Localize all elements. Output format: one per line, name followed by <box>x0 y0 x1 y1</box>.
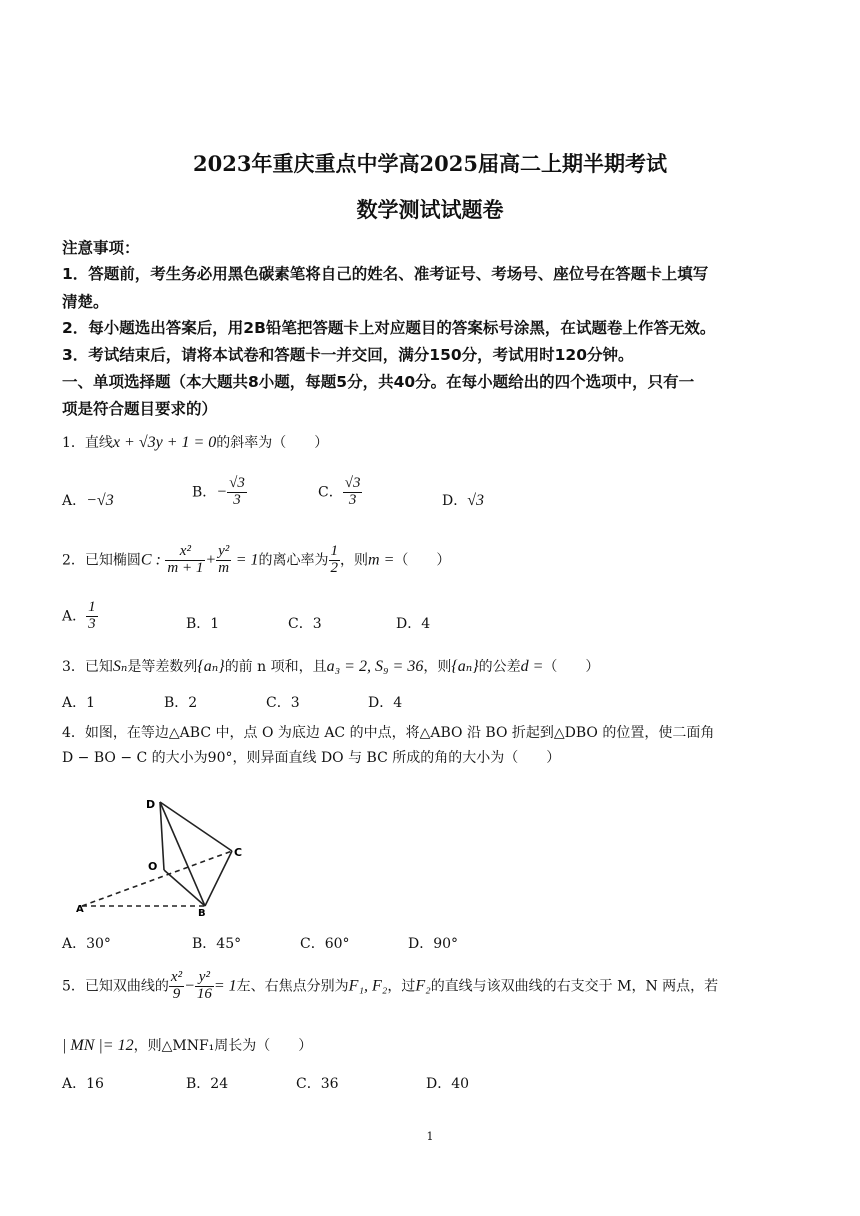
q2-blank: （ ） <box>394 552 451 569</box>
fraction: $\frac{1}{3}$ <box>88 599 96 632</box>
q3-option-b: B．2 <box>164 695 198 711</box>
q2-equals: = 1 <box>235 551 259 569</box>
note-3: 3．考试结束后，请将本试卷和答题卡一并交回，满分150分，考试用时120分钟。 <box>62 346 634 364</box>
q3-text: 3．已知 <box>62 659 113 675</box>
q4-option-c: C．60° <box>300 936 350 952</box>
fraction: $\frac{√3}{3}$ <box>344 475 361 508</box>
q5-text: ，则△MNF₁周长为（ ） <box>133 1038 313 1054</box>
q5-minus: − <box>184 977 195 995</box>
q2-mid: 的离心率为 <box>258 552 329 569</box>
q4-option-d: D．90° <box>408 936 459 952</box>
option-label: D． <box>442 493 468 509</box>
q3-d: d = <box>520 658 544 675</box>
q2-prefix: 2．已知椭圆 <box>62 552 141 569</box>
q5-text: 5．已知双曲线的 <box>62 978 169 995</box>
q2-m-eq: m = <box>368 551 395 569</box>
q1-option-b: B．− $\frac{√3}{3}$ <box>192 475 245 508</box>
q5-option-c: C．36 <box>296 1076 339 1092</box>
q4-option-b: B．45° <box>192 936 242 952</box>
q3-text: 的公差 <box>478 659 521 675</box>
q3-text: 的前 n 项和，且 <box>224 659 327 675</box>
q2-option-a <box>62 600 98 633</box>
q1-option-a <box>62 490 114 510</box>
q5-foci: F₁, F₂ <box>348 977 388 995</box>
label-d: D <box>146 798 156 811</box>
notes-heading: 注意事项： <box>62 239 140 257</box>
label-o: O <box>148 860 158 873</box>
question-4-line-2: D − BO − C 的大小为90°，则异面直线 DO 与 BC 所成的角的大小为（ ） <box>62 750 561 766</box>
page-title: 2023年重庆重点中学高2025届高二上期半期考试 <box>193 151 667 176</box>
tetrahedron-figure <box>70 790 260 918</box>
q1-expression: x + √3y + 1 = 0 <box>112 434 217 451</box>
q5-mn-expression: | MN |= 12 <box>62 1037 134 1054</box>
q1-option-c <box>318 476 362 509</box>
question-1 <box>62 432 328 452</box>
option-label: A． <box>62 608 87 625</box>
q5-equals: = 1 <box>213 977 237 995</box>
section-heading-line-1: 一、单项选择题（本大题共8小题，每题5分，共40分。在每小题给出的四个选项中，只有一 <box>62 373 695 391</box>
q5-f2: F₂ <box>415 977 431 995</box>
option-label: A． <box>62 493 87 509</box>
option-label: C． <box>318 484 343 501</box>
note-1-line-2: 清楚。 <box>62 293 109 311</box>
q2-tail: ，则 <box>340 552 369 569</box>
q3-option-d: D．4 <box>368 695 403 711</box>
q3-sn: Sₙ <box>112 658 128 675</box>
q3-option-a: A．1 <box>62 695 96 711</box>
q2-option-c: C．3 <box>288 616 322 632</box>
q2-option-b: B．1 <box>186 616 220 632</box>
q5-text: 左、右焦点分别为 <box>236 978 349 995</box>
q1-prefix: 1．直线 <box>62 435 113 451</box>
page-subtitle: 数学测试试题卷 <box>356 197 504 222</box>
q3-text: 是等差数列 <box>127 659 198 675</box>
question-5-line-1 <box>62 970 718 1003</box>
fraction: $\frac{\text{x²}}{9}$ <box>170 969 183 1002</box>
note-2: 2．每小题选出答案后，用2B铅笔把答题卡上对应题目的答案标号涂黑，在试题卷上作答无效。 <box>62 319 716 337</box>
fraction: $\frac{\text{y²}}{16}$ <box>196 969 212 1002</box>
q3-text: ，则 <box>423 659 452 675</box>
q5-text: ，过 <box>387 978 416 995</box>
q2-c-label: C : <box>140 551 161 569</box>
fraction: $\frac{√3}{3}$ <box>229 475 245 508</box>
q4-option-a: A．30° <box>62 936 111 952</box>
question-4-line-1: 4．如图，在等边△ABC 中，点 O 为底边 AC 的中点，将△ABO 沿 BO 折起到△DBO 的位置，使二面角 <box>62 725 715 741</box>
q1-suffix: 的斜率为（ ） <box>216 435 329 451</box>
q5-option-a: A．16 <box>62 1076 104 1092</box>
option-value: √3 <box>467 492 485 509</box>
question-2: 2．已知椭圆C : $\frac{\text{x²}}{m + 1}$ + $\frac{\text{y²}}{m}$ = 1的离心率为 $\frac{1}{2}$ ，则m =（ ） <box>62 543 451 576</box>
question-5-line-2 <box>62 1035 312 1055</box>
q3-option-c: C．3 <box>266 695 300 711</box>
fraction: $\frac{1}{2}$ <box>330 543 339 576</box>
q5-text: 的直线与该双曲线的右支交于 M，N 两点，若 <box>430 978 719 995</box>
option-label: B． <box>192 484 217 501</box>
note-1-line-1: 1．答题前，考生务必用黑色碳素笔将自己的姓名、准考证号、考场号、座位号在答题卡上填写 <box>62 265 709 283</box>
q1-option-d <box>442 490 484 510</box>
q5-option-b: B．24 <box>186 1076 229 1092</box>
q3-condition: a₃ = 2, S₉ = 36 <box>326 658 424 675</box>
q3-an: {aₙ} <box>197 658 225 675</box>
question-3 <box>62 656 599 676</box>
q3-an: {aₙ} <box>451 658 479 675</box>
label-b: B <box>198 908 206 918</box>
q2-option-d: D．4 <box>396 616 431 632</box>
label-a: A <box>76 904 84 915</box>
fraction: $\frac{\text{x²}}{m + 1}$ <box>167 543 204 576</box>
page-number: 1 <box>426 1130 434 1143</box>
q3-blank: （ ） <box>543 659 600 675</box>
label-c: C <box>234 846 243 859</box>
q5-option-d: D．40 <box>426 1076 470 1092</box>
section-heading-line-2: 项是符合题目要求的） <box>62 400 218 418</box>
option-value: −√3 <box>86 492 114 509</box>
fraction: $\frac{\text{y²}}{m}$ <box>218 543 230 576</box>
